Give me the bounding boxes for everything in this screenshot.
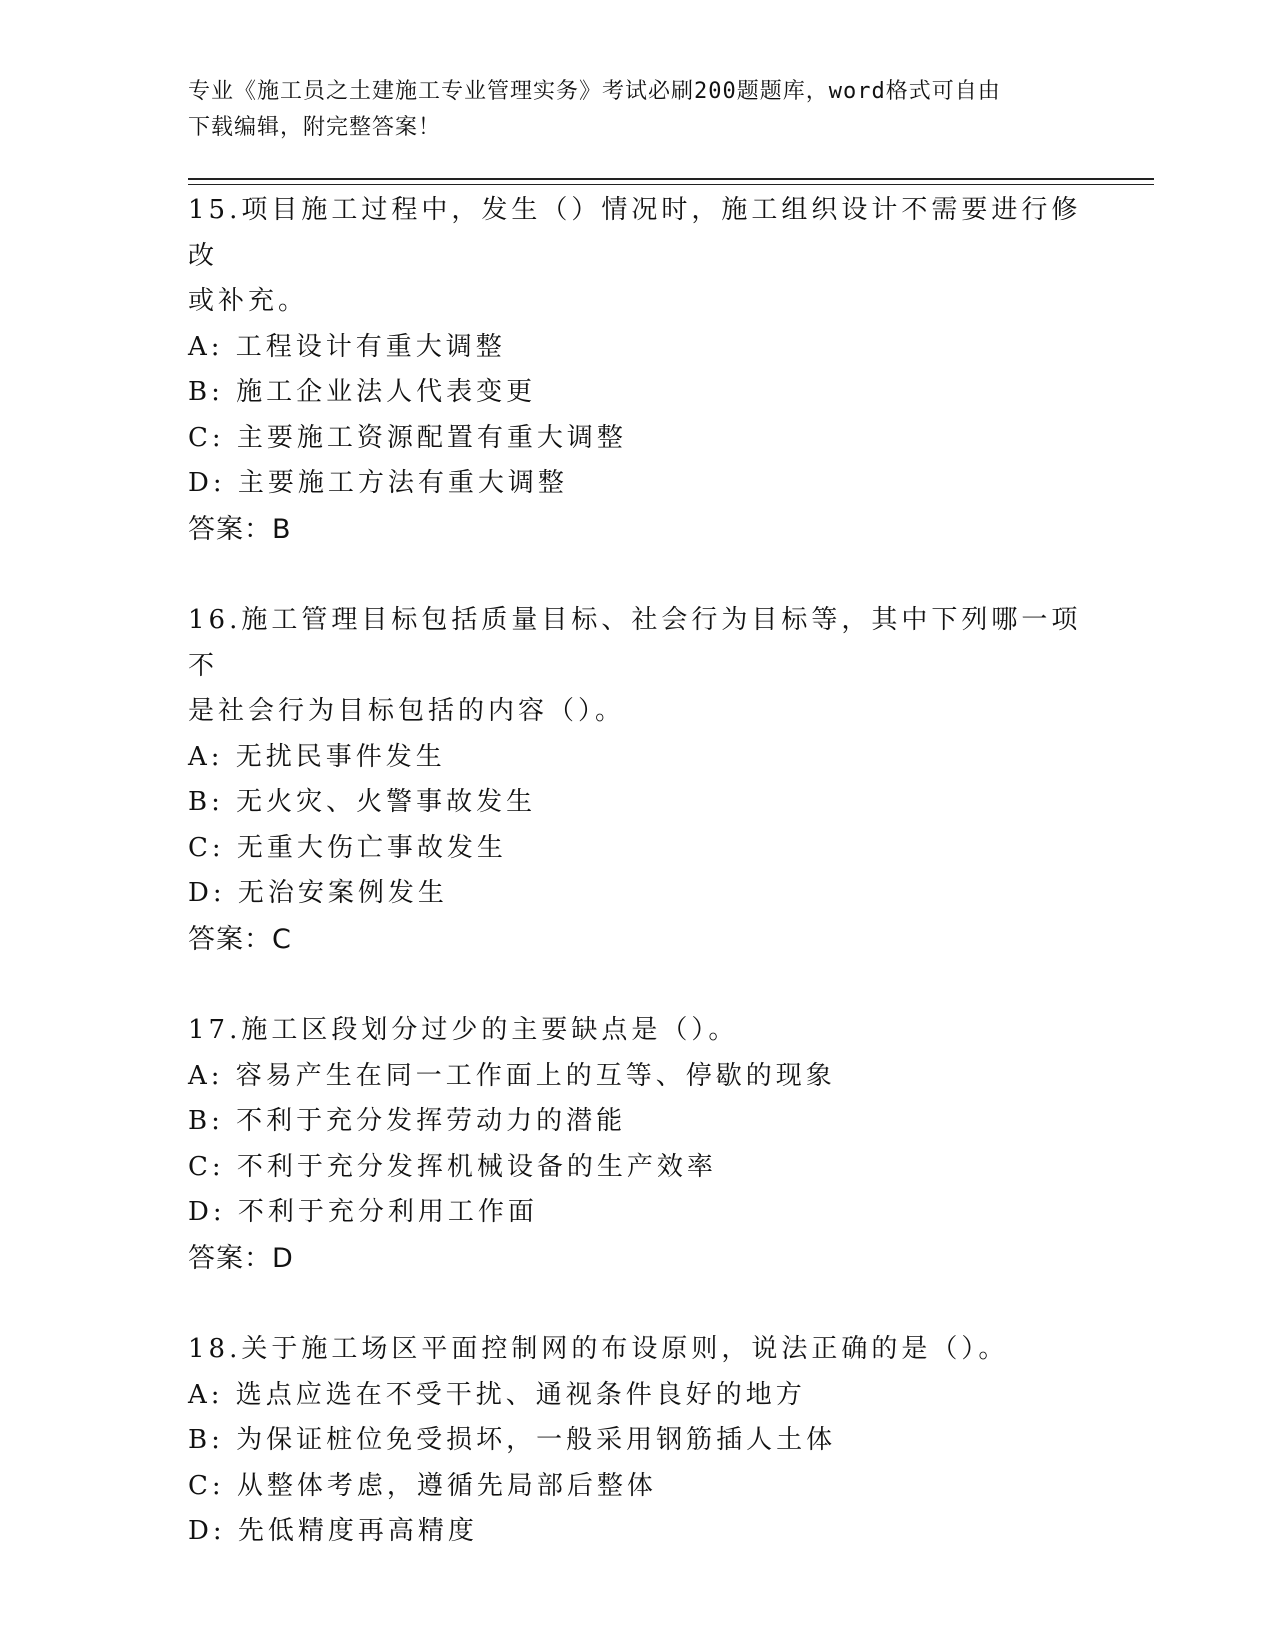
- question-15: [188, 188, 1088, 552]
- option-c: C: 不利于充分发挥机械设备的生产效率: [188, 1151, 717, 1182]
- answer-line: 答案：C: [188, 923, 292, 955]
- question-list: [188, 188, 1088, 1601]
- option-a: A: 选点应选在不受干扰、通视条件良好的地方: [188, 1379, 806, 1410]
- answer-line: 答案：D: [188, 1242, 294, 1274]
- option-b: B: 无火灾、火警事故发生: [188, 787, 537, 817]
- option-c: C: 主要施工资源配置有重大调整: [188, 422, 627, 453]
- option-b: B: 为保证桩位免受损坏，一般采用钢筋插人土体: [188, 1425, 837, 1455]
- option-d: D: 主要施工方法有重大调整: [188, 468, 568, 498]
- header-divider-bottom: [188, 184, 1154, 185]
- option-c: C: 无重大伤亡事故发生: [188, 832, 507, 863]
- question-stem: 16.施工管理目标包括质量目标、社会行为目标等，其中下列哪一项不: [188, 605, 1082, 681]
- option-d: D: 不利于充分利用工作面: [188, 1197, 538, 1227]
- header-line-1: 专业《施工员之土建施工专业管理实务》考试必刷200题题库，word格式可自由: [188, 79, 1001, 104]
- answer-line: 答案：B: [188, 513, 292, 545]
- option-a: A: 工程设计有重大调整: [188, 331, 506, 362]
- option-c: C: 从整体考虑，遵循先局部后整体: [188, 1470, 657, 1501]
- document-header: [188, 74, 1088, 146]
- question-16: [188, 598, 1088, 962]
- option-d: D: 无治安案例发生: [188, 878, 448, 908]
- question-stem-continued: 是社会行为目标包括的内容（）。: [188, 696, 626, 726]
- header-divider-top: [188, 178, 1154, 180]
- header-line-2: 下载编辑，附完整答案！: [188, 115, 442, 140]
- option-b: B: 不利于充分发挥劳动力的潜能: [188, 1106, 627, 1136]
- question-17: [188, 1008, 1088, 1281]
- question-stem: 15.项目施工过程中，发生（）情况时，施工组织设计不需要进行修改: [188, 195, 1082, 271]
- question-18: [188, 1327, 1088, 1555]
- option-a: A: 无扰民事件发生: [188, 741, 446, 772]
- option-d: D: 先低精度再高精度: [188, 1516, 478, 1546]
- option-a: A: 容易产生在同一工作面上的互等、停歇的现象: [188, 1060, 836, 1091]
- option-b: B: 施工企业法人代表变更: [188, 377, 537, 407]
- question-stem-continued: 或补充。: [188, 286, 309, 316]
- question-stem: 18.关于施工场区平面控制网的布设原则，说法正确的是（）。: [188, 1334, 1009, 1364]
- question-stem: 17.施工区段划分过少的主要缺点是（）。: [188, 1015, 739, 1045]
